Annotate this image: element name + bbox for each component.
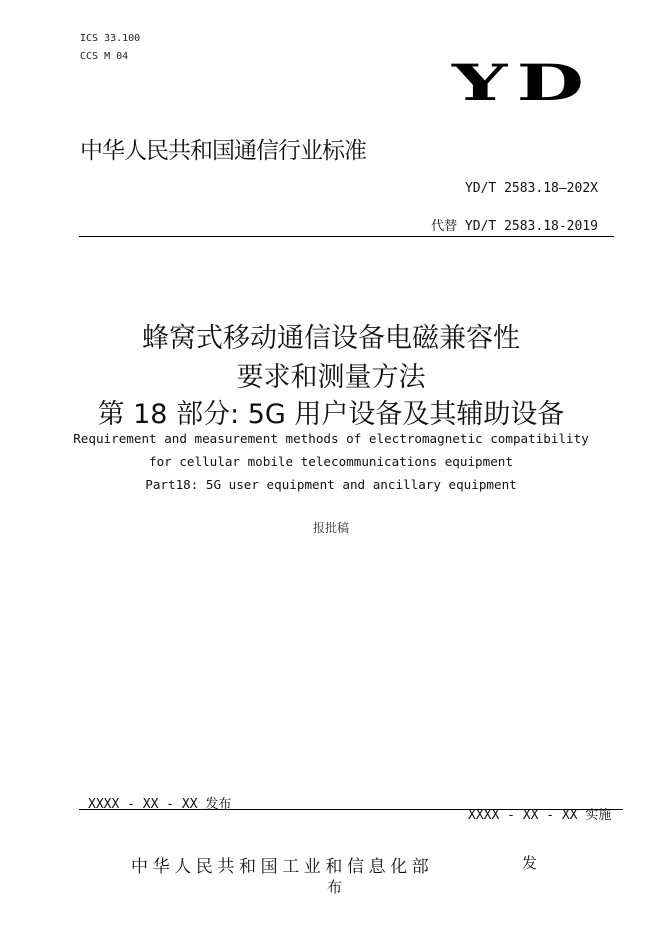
header-divider xyxy=(79,236,614,237)
draft-stage-label: 报批稿 xyxy=(312,521,349,535)
title-en-line-2: for cellular mobile telecommunications equipment xyxy=(149,454,513,469)
replaces-standard: 代替 YD/T 2583.18-2019 xyxy=(431,219,598,234)
title-en-line-3: Part18: 5G user equipment and ancillary equipment xyxy=(145,477,517,492)
title-en-line-1: Requirement and measurement methods of electromagnetic compatibility xyxy=(73,431,589,446)
title-zh-line-2: 要求和测量方法 xyxy=(236,362,426,393)
implementation-date: XXXX - XX - XX 实施 xyxy=(468,808,612,823)
standard-number: YD/T 2583.18—202X xyxy=(464,181,598,196)
title-zh-line-1: 蜂窝式移动通信设备电磁兼容性 xyxy=(142,323,520,354)
ccs-code: CCS M 04 xyxy=(80,51,129,62)
ics-code: ICS 33.100 xyxy=(80,33,141,44)
issuing-authority: 中华人民共和国工业和信息化部 xyxy=(131,857,434,877)
issue-date: XXXX - XX - XX 发布 xyxy=(88,797,232,812)
title-zh-line-3: 第 18 部分: 5G 用户设备及其辅助设备 xyxy=(97,399,565,430)
yd-logo: YD xyxy=(452,53,594,112)
issued-label-part-2: 布 xyxy=(327,878,343,896)
standard-name: 中华人民共和国通信行业标准 xyxy=(80,138,366,164)
footer-divider xyxy=(79,809,623,810)
issued-label-part-1: 发 xyxy=(522,854,538,872)
